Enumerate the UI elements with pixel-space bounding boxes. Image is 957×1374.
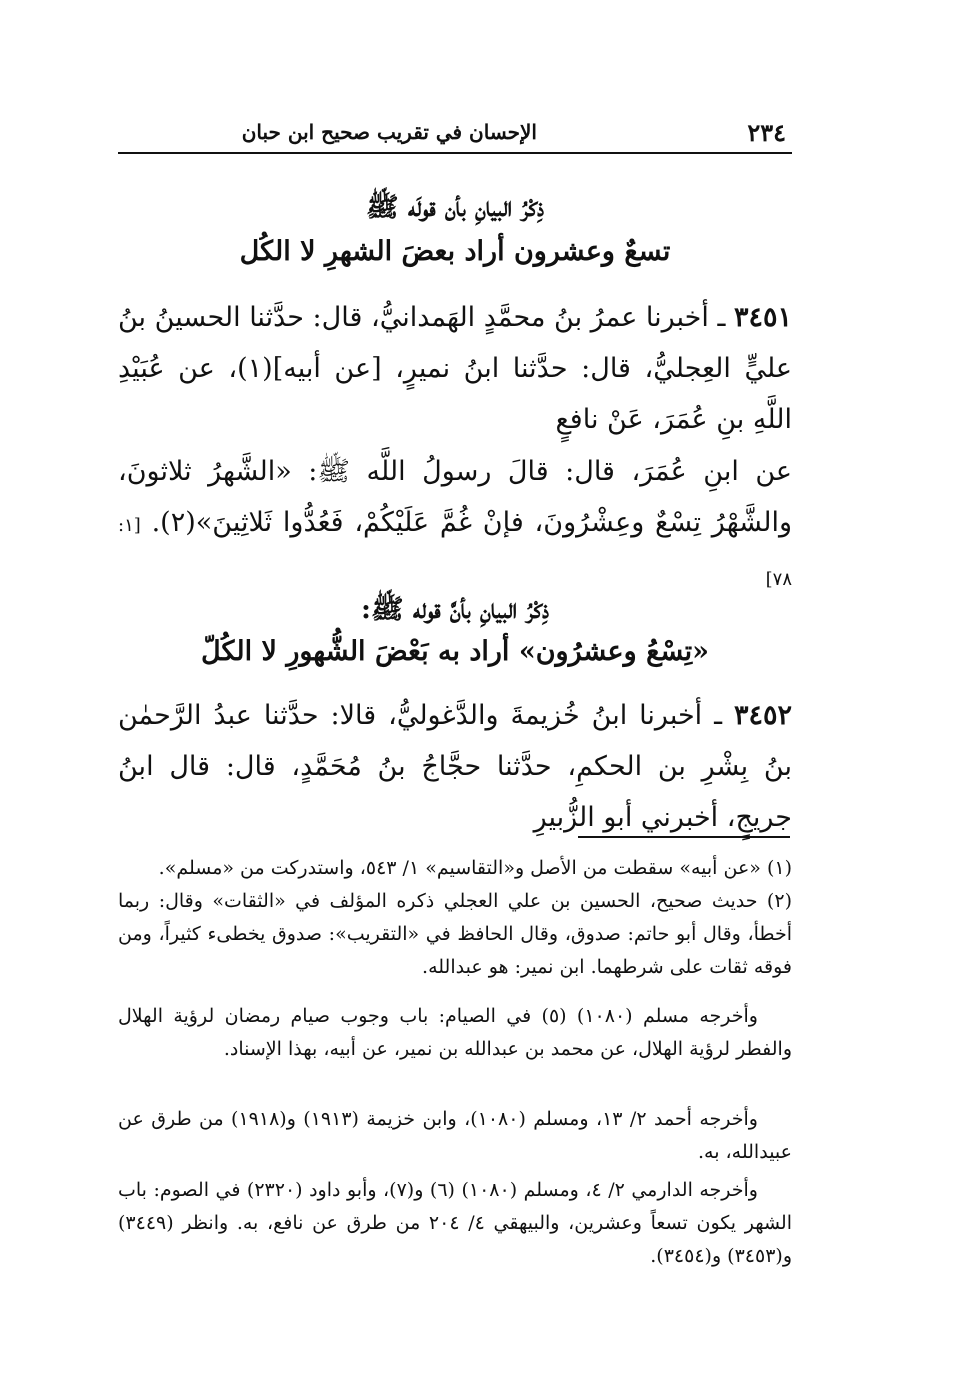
running-title: الإحسان في تقريب صحيح ابن حبان <box>241 120 537 144</box>
isnad-text: ـ أخبرنا عمرُ بنُ محمَّدٍ الهَمدانيُّ، قال: حدَّثنا الحسينُ بنُ عليٍّ العِجليُّ، قال: حدَّثنا ابنُ نميرٍ، [عن أبيه](١)، عن عُبَيْدِ اللَّهِ بنِ عُمَرَ، عَنْ نافعٍ <box>118 302 792 435</box>
section-2-title-line-2: «تِسْعُ وعشرُون» أراد به بَعْضَ الشُّهورِ لا الكُلّ <box>201 636 709 667</box>
matn-text: عن ابنِ عُمَرَ، قال: قالَ رسولُ اللَّه ﷺ: «الشَّهرُ ثلاثونَ، والشَّهْرُ تِسْعٌ وعِشْرُونَ، فإنْ غُمَّ عَلَيْكُمْ، فَعُدُّوا ثَلاثِينَ»(٢). <box>118 456 792 538</box>
section-1-title-line-2: تسعٌ وعشرون أراد بعضَ الشهرِ لا الكُل <box>239 236 671 267</box>
section-2-title-line-1: ذِكْرُ البيانِ بأنَّ قوله ﷺ: <box>360 594 550 625</box>
footnote-2-takhrij-2: وأخرجه أحمد ٢/ ١٣، ومسلم (١٠٨٠)، وابن خزيمة (١٩١٣) و(١٩١٨) من طرق عن عبيدالله، به. <box>118 1108 792 1163</box>
hadith-3451-matn <box>118 446 792 605</box>
footnote-2-takhrij-1: وأخرجه مسلم (١٠٨٠) (٥) في الصيام: باب وجوب صيام رمضان لرؤية الهلال والفطر لرؤية الهلال، عن محمد بن عبدالله بن نمير، عن أبيه، بهذا الإسناد. <box>118 1005 792 1060</box>
running-header <box>118 112 792 154</box>
footnote-separator <box>578 836 790 838</box>
section-1-title-line-1: ذِكْرُ البيانِ بأن قولَه ﷺ <box>365 192 545 223</box>
hadith-number: ٣٤٥٢ <box>734 700 793 731</box>
hadith-number: ٣٤٥١ <box>733 302 792 333</box>
footnote-2: (٢) حديث صحيح، الحسين بن علي العجلي ذكره المؤلف في «الثقات» وقال: ربما أخطأ، وقال أبو حاتم: صدوق، وقال الحافظ في «التقريب»: صدوق يخطىء كثيراً، ومن فوقه ثقات على شرطهما. ابن نمير: هو عبدالله. <box>118 890 792 978</box>
hadith-reference: [١: ٧٨] <box>118 515 792 590</box>
footnote-1: (١) «عن أبيه» سقطت من الأصل و«التقاسيم» ١/ ٥٤٣، واستدركت من «مسلم». <box>158 857 792 879</box>
hadith-3452-isnad <box>118 690 792 843</box>
page-number: ٢٣٤ <box>747 118 786 147</box>
hadith-3451-isnad <box>118 292 792 445</box>
isnad-text: ـ أخبرنا ابنُ خُزيمةَ والدَّغوليُّ، قالا: حدَّثنا عبدُ الرَّحمٰن بنُ بِشْرِ بن الحكمِ، حدَّثنا حجَّاجُ بنُ مُحَمَّدٍ، قال: قال ابنُ جريجٍ، أخبرني أبو الزُّبيرِ <box>118 700 792 833</box>
footnote-2-takhrij-3: وأخرجه الدارمي ٢/ ٤، ومسلم (١٠٨٠) (٦) و(٧)، وأبو داود (٢٣٢٠) في الصوم: باب الشهر يكون تسعاً وعشرين، والبيهقي ٤/ ٢٠٤ من طرق عن نافع، به. وانظر (٣٤٤٩) و(٣٤٥٣) و(٣٤٥٤). <box>118 1179 792 1267</box>
